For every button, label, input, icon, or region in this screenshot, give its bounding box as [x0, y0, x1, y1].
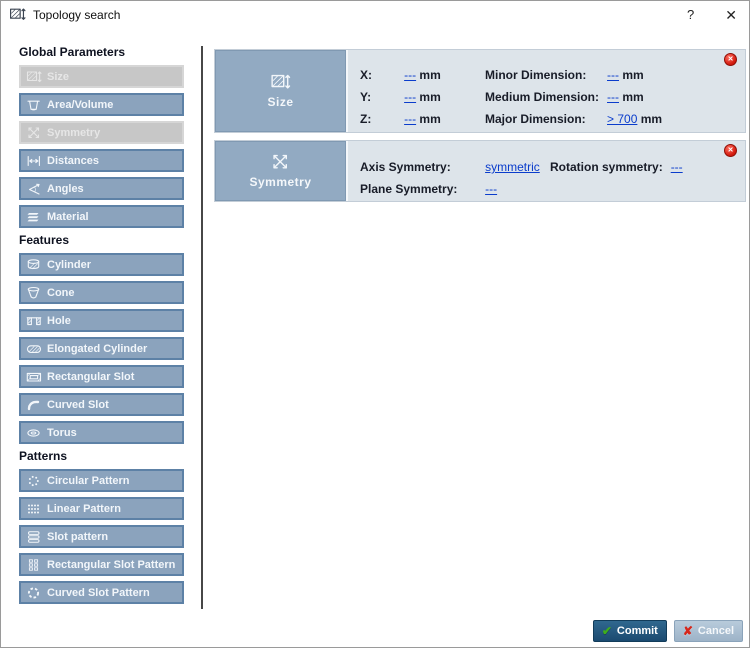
field-value-link[interactable]: symmetric: [485, 160, 540, 174]
window-title: Topology search: [33, 7, 121, 22]
area-volume-icon: [26, 98, 42, 112]
symmetry-icon: [270, 153, 291, 171]
field-value-link[interactable]: ---: [670, 160, 683, 174]
commit-button[interactable]: [593, 620, 667, 642]
sidebar-item-label: Rectangular Slot Pattern: [47, 558, 176, 571]
torus-icon: [26, 426, 42, 440]
sidebar: [19, 45, 184, 609]
cone-icon: [26, 286, 42, 300]
field-value-link[interactable]: > 700: [607, 112, 638, 126]
sidebar-item-curved-slot[interactable]: [19, 393, 184, 416]
sidebar-item-label: Linear Pattern: [47, 502, 121, 515]
field-label: Plane Symmetry:: [360, 182, 458, 196]
sidebar-item-material[interactable]: [19, 205, 184, 228]
field-value: [607, 64, 662, 86]
sidebar-item-hole[interactable]: [19, 309, 184, 332]
sidebar-item-label: Material: [47, 210, 89, 223]
field-row: [360, 64, 485, 86]
sidebar-item-elongated-cylinder[interactable]: [19, 337, 184, 360]
field-row: [360, 86, 485, 108]
field-row: [360, 178, 550, 200]
field-row: [360, 156, 550, 178]
sidebar-item-slot-pattern[interactable]: [19, 525, 184, 548]
card-title: Size: [267, 95, 294, 109]
field-value: [404, 108, 485, 130]
sidebar-item-label: Curved Slot Pattern: [47, 586, 150, 599]
field-value-link[interactable]: ---: [485, 182, 498, 196]
sidebar-item-label: Cone: [47, 286, 75, 299]
sidebar-item-label: Angles: [47, 182, 84, 195]
sidebar-item-linear-pattern[interactable]: [19, 497, 184, 520]
sidebar-item-label: Elongated Cylinder: [47, 342, 148, 355]
field-label: Minor Dimension:: [485, 68, 587, 82]
cross-icon: ✘: [682, 624, 693, 638]
field-value: [607, 108, 662, 130]
cancel-button-label: Cancel: [697, 625, 734, 637]
sidebar-item-angles[interactable]: [19, 177, 184, 200]
rectangular-slot-icon: [26, 370, 42, 384]
field-value-link[interactable]: ---: [607, 90, 620, 104]
field-value-link[interactable]: ---: [607, 68, 620, 82]
cancel-button[interactable]: [674, 620, 743, 642]
sidebar-item-label: Cylinder: [47, 258, 92, 271]
sidebar-item-symmetry: [19, 121, 184, 144]
remove-icon[interactable]: ✕: [724, 53, 737, 66]
linear-pattern-icon: [26, 502, 42, 516]
field-value: [404, 64, 485, 86]
field-value: [485, 178, 550, 200]
help-button[interactable]: ?: [687, 7, 695, 22]
hole-icon: [26, 314, 42, 328]
field-unit: mm: [416, 112, 441, 126]
field-row: [550, 156, 683, 178]
sidebar-item-label: Distances: [47, 154, 99, 167]
remove-icon[interactable]: ✕: [724, 144, 737, 157]
sidebar-item-label: Rectangular Slot: [47, 370, 135, 383]
material-icon: [26, 210, 42, 224]
field-value: [404, 86, 485, 108]
size-icon: [270, 73, 291, 91]
sidebar-item-size: [19, 65, 184, 88]
field-row: [485, 108, 662, 130]
curved-slot-pattern-icon: [26, 586, 42, 600]
card-symmetry-header: [215, 141, 348, 201]
sidebar-item-rectangular-slot-pattern[interactable]: [19, 553, 184, 576]
topology-search-icon: [9, 7, 26, 22]
group-heading-patterns: Patterns: [19, 449, 68, 463]
cylinder-icon: [26, 258, 42, 272]
field-label: Y:: [360, 90, 372, 104]
commit-button-label: Commit: [616, 625, 658, 637]
sidebar-item-label: Hole: [47, 314, 71, 327]
close-button[interactable]: ✕: [725, 6, 737, 23]
sidebar-item-rectangular-slot[interactable]: [19, 365, 184, 388]
angles-icon: [26, 182, 42, 196]
field-value: [485, 156, 550, 178]
sidebar-item-label: Slot pattern: [47, 530, 109, 543]
field-unit: mm: [416, 68, 441, 82]
rectangular-slot-pattern-icon: [26, 558, 42, 572]
sidebar-item-distances[interactable]: [19, 149, 184, 172]
field-label: Major Dimension:: [485, 112, 586, 126]
distances-icon: [26, 154, 42, 168]
card-body: [348, 50, 745, 132]
field-value-link[interactable]: ---: [404, 90, 417, 104]
circular-pattern-icon: [26, 474, 42, 488]
sidebar-item-torus[interactable]: [19, 421, 184, 444]
sidebar-item-area-volume[interactable]: [19, 93, 184, 116]
sidebar-item-label: Area/Volume: [47, 98, 114, 111]
sidebar-item-label: Curved Slot: [47, 398, 109, 411]
card-size: [214, 49, 746, 133]
group-heading-global-parameters: Global Parameters: [19, 45, 126, 59]
sidebar-item-label: Symmetry: [47, 126, 101, 139]
group-heading-features: Features: [19, 233, 70, 247]
field-value-link[interactable]: ---: [404, 112, 417, 126]
field-label: Z:: [360, 112, 372, 126]
field-value: [607, 86, 662, 108]
curved-slot-icon: [26, 398, 42, 412]
sidebar-item-cone[interactable]: [19, 281, 184, 304]
sidebar-item-curved-slot-pattern[interactable]: [19, 581, 184, 604]
sidebar-item-label: Size: [47, 70, 70, 83]
footer: [593, 620, 743, 642]
sidebar-item-label: Circular Pattern: [47, 474, 130, 487]
size-icon: [26, 70, 42, 84]
field-row: [485, 64, 662, 86]
field-value: [671, 156, 683, 178]
vertical-separator: [201, 46, 203, 609]
field-unit: mm: [637, 112, 663, 126]
card-size-header: [215, 50, 348, 132]
cards: [214, 49, 746, 209]
titlebar: [1, 1, 749, 28]
sidebar-item-cylinder[interactable]: [19, 253, 184, 276]
field-label: Rotation symmetry:: [550, 160, 663, 174]
card-title: Symmetry: [249, 175, 312, 189]
sidebar-item-label: Torus: [47, 426, 77, 439]
symmetry-icon: [26, 126, 42, 140]
sidebar-item-circular-pattern[interactable]: [19, 469, 184, 492]
field-label: Medium Dimension:: [485, 90, 600, 104]
field-value-link[interactable]: ---: [404, 68, 417, 82]
field-unit: mm: [416, 90, 441, 104]
field-label: X:: [360, 68, 372, 82]
field-row: [485, 86, 662, 108]
elongated-cylinder-icon: [26, 342, 42, 356]
card-body: [348, 141, 745, 201]
field-row: [360, 108, 485, 130]
slot-pattern-icon: [26, 530, 42, 544]
field-unit: mm: [619, 68, 644, 82]
card-symmetry: [214, 140, 746, 202]
field-label: Axis Symmetry:: [360, 160, 451, 174]
field-unit: mm: [619, 90, 644, 104]
check-icon: ✔: [601, 624, 612, 638]
